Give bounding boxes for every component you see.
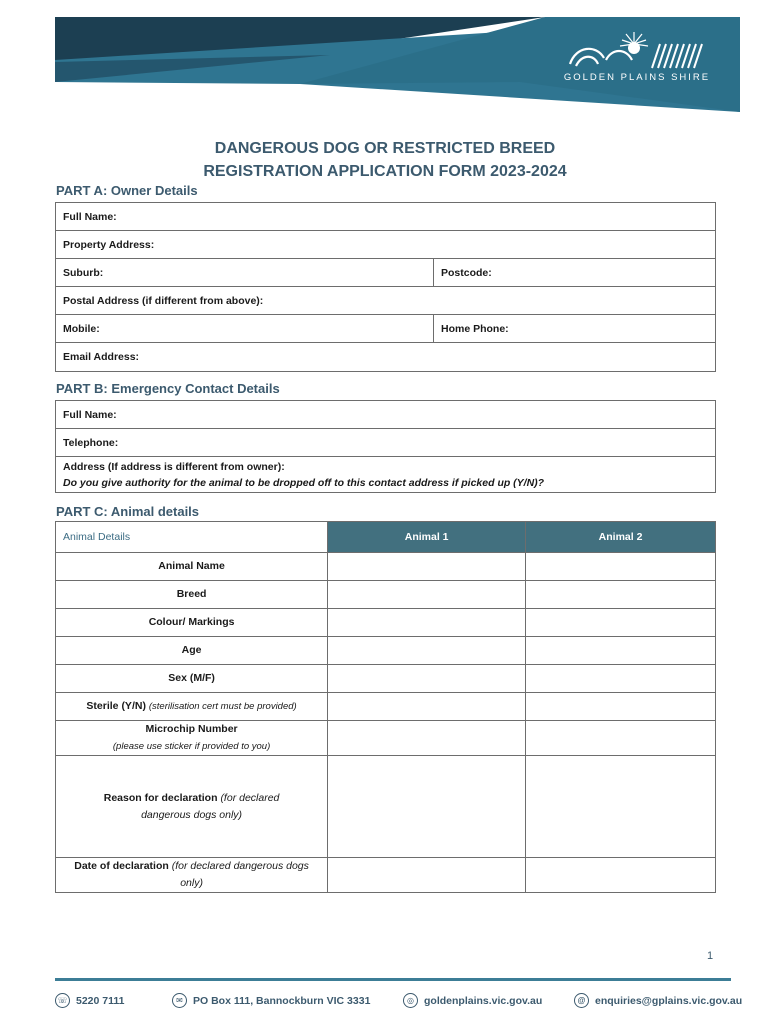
owner-postal-address-row[interactable]	[56, 287, 715, 315]
animal-1-breed-field[interactable]	[328, 581, 526, 609]
emergency-telephone-label: Telephone:	[63, 436, 119, 449]
globe-icon: ◎	[403, 993, 418, 1008]
footer-address-text: PO Box 111, Bannockburn VIC 3331	[193, 994, 371, 1007]
footer-phone	[55, 993, 124, 1008]
footer-email[interactable]	[574, 993, 742, 1008]
table-row	[56, 693, 716, 721]
animal-1-name-field[interactable]	[328, 553, 526, 581]
owner-home-phone-field[interactable]	[433, 315, 715, 342]
table-row	[56, 581, 716, 609]
animal-details-table	[55, 521, 716, 893]
animal-1-header: Animal 1	[328, 522, 526, 553]
owner-details-table	[55, 202, 716, 372]
authority-question: Do you give authority for the animal to be dropped off to this contact address if picked up (Y/N)?	[63, 476, 545, 489]
owner-home-phone-label: Home Phone:	[441, 322, 509, 335]
emergency-address-cell	[56, 457, 715, 492]
animal-2-breed-field[interactable]	[526, 581, 716, 609]
owner-full-name-row[interactable]	[56, 203, 715, 231]
page-number: 1	[707, 950, 714, 962]
animal-2-date-field[interactable]	[526, 858, 716, 893]
owner-postcode-field[interactable]	[433, 259, 715, 286]
reason-label	[56, 756, 328, 858]
animal-1-microchip-field[interactable]	[328, 721, 526, 756]
age-label: Age	[56, 637, 328, 665]
microchip-label	[56, 721, 328, 756]
emergency-address-row[interactable]	[56, 457, 715, 492]
animal-2-reason-field[interactable]	[526, 756, 716, 858]
animal-2-microchip-field[interactable]	[526, 721, 716, 756]
logo-text: GOLDEN PLAINS SHIRE	[563, 72, 711, 83]
owner-postal-address-label: Postal Address (if different from above):	[63, 294, 264, 307]
microchip-note: (please use sticker if provided to you)	[112, 741, 271, 752]
owner-email-row[interactable]	[56, 343, 715, 371]
date-note: (for declared dangerous dogs only)	[171, 860, 309, 889]
emergency-full-name-row[interactable]	[56, 401, 715, 429]
owner-property-address-label: Property Address:	[63, 238, 155, 251]
part-a-heading: PART A: Owner Details	[56, 183, 198, 198]
animal-1-sterile-field[interactable]	[328, 693, 526, 721]
phone-icon: ☏	[55, 993, 70, 1008]
owner-full-name-label: Full Name:	[63, 210, 117, 223]
owner-property-address-row[interactable]	[56, 231, 715, 259]
form-title	[0, 137, 770, 183]
sex-label: Sex (M/F)	[56, 665, 328, 693]
owner-mobile-row	[56, 315, 715, 343]
sterile-label-text: Sterile (Y/N)	[86, 700, 146, 712]
footer-address	[172, 993, 370, 1008]
footer-divider	[55, 978, 731, 981]
table-row	[56, 665, 716, 693]
animal-2-sex-field[interactable]	[526, 665, 716, 693]
animal-2-age-field[interactable]	[526, 637, 716, 665]
date-label-text: Date of declaration	[74, 860, 169, 872]
animal-name-label: Animal Name	[56, 553, 328, 581]
part-b-heading: PART B: Emergency Contact Details	[56, 381, 280, 396]
table-row	[56, 756, 716, 858]
colour-markings-label: Colour/ Markings	[56, 609, 328, 637]
animal-1-age-field[interactable]	[328, 637, 526, 665]
sterile-label	[56, 693, 328, 721]
microchip-label-text: Microchip Number	[145, 723, 238, 735]
email-icon: @	[574, 993, 589, 1008]
form-title-line2: REGISTRATION APPLICATION FORM 2023-2024	[203, 163, 567, 180]
table-row	[56, 553, 716, 581]
table-row	[56, 721, 716, 756]
owner-email-label: Email Address:	[63, 351, 140, 363]
owner-suburb-field[interactable]	[56, 259, 433, 286]
animal-table-header	[56, 522, 716, 553]
animal-2-name-field[interactable]	[526, 553, 716, 581]
table-row	[56, 858, 716, 893]
emergency-contact-table	[55, 400, 716, 493]
table-row	[56, 609, 716, 637]
owner-mobile-label: Mobile:	[63, 322, 100, 335]
animal-details-header: Animal Details	[56, 522, 328, 553]
part-c-heading: PART C: Animal details	[56, 504, 200, 519]
emergency-telephone-row[interactable]	[56, 429, 715, 457]
table-row	[56, 637, 716, 665]
owner-suburb-row	[56, 259, 715, 287]
mailbox-icon: ✉	[172, 993, 187, 1008]
golden-plains-logo	[562, 24, 712, 94]
emergency-address-label: Address (If address is different from owner):	[63, 460, 285, 473]
footer-website-text[interactable]: goldenplains.vic.gov.au	[424, 994, 543, 1007]
animal-1-date-field[interactable]	[328, 858, 526, 893]
footer-website[interactable]	[403, 993, 542, 1008]
animal-2-sterile-field[interactable]	[526, 693, 716, 721]
owner-mobile-field[interactable]	[56, 315, 433, 342]
footer	[0, 993, 770, 1013]
breed-label: Breed	[56, 581, 328, 609]
owner-suburb-label: Suburb:	[63, 266, 104, 279]
animal-1-colour-field[interactable]	[328, 609, 526, 637]
animal-2-header: Animal 2	[526, 522, 716, 553]
date-label	[56, 858, 328, 893]
form-title-line1: DANGEROUS DOG OR RESTRICTED BREED	[214, 140, 556, 157]
animal-1-sex-field[interactable]	[328, 665, 526, 693]
animal-2-colour-field[interactable]	[526, 609, 716, 637]
footer-phone-text: 5220 7111	[76, 994, 125, 1007]
footer-email-text[interactable]: enquiries@gplains.vic.gov.au	[595, 994, 743, 1007]
sterile-note: (sterilisation cert must be provided)	[148, 701, 297, 712]
owner-postcode-label: Postcode:	[441, 266, 492, 279]
emergency-full-name-label: Full Name:	[63, 408, 117, 421]
reason-note: (for declared dangerous dogs only)	[141, 791, 280, 821]
animal-1-reason-field[interactable]	[328, 756, 526, 858]
reason-label-text: Reason for declaration	[103, 791, 218, 804]
